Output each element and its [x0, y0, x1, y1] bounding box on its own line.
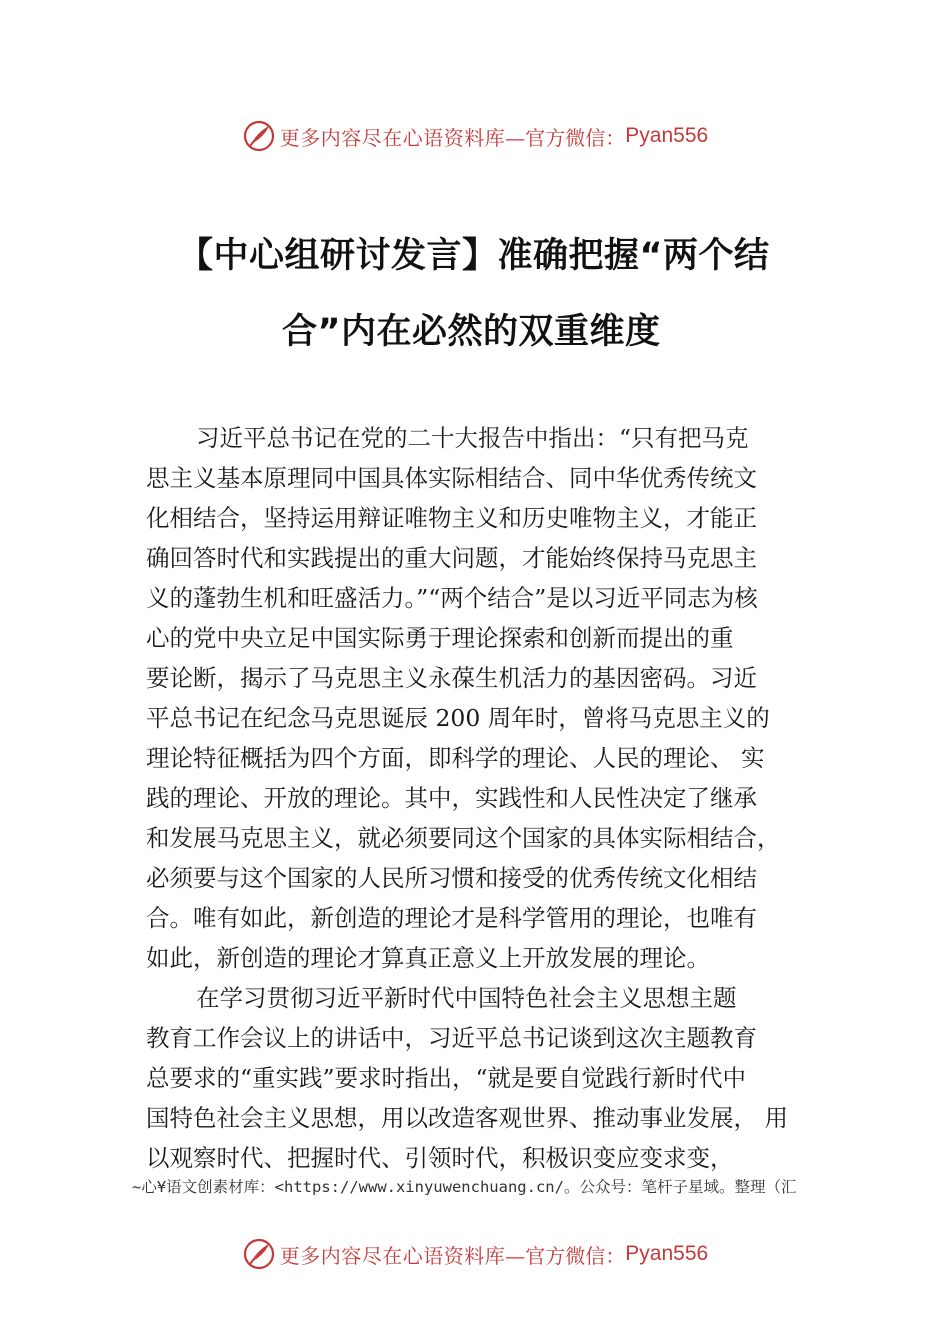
page-title-line-1: 【中心组研讨发言】准确把握“两个结 [178, 236, 770, 276]
body-line: 思主义基本原理同中国具体实际相结合、同中华优秀传统文 [146, 464, 757, 492]
body-line: 义的蓬勃生机和旺盛活力。”“两个结合”是以习近平同志为核 [146, 584, 758, 612]
watermark-separator: —官方微信： [505, 1243, 626, 1268]
article-body [146, 418, 816, 1178]
watermark-separator: —官方微信： [505, 125, 626, 150]
body-line: 习近平总书记在党的二十大报告中指出：“只有把马克 [196, 424, 749, 452]
body-line: 要论断，揭示了马克思主义永葆生机活力的基因密码。习近 [146, 664, 757, 692]
body-line: 和发展马克思主义，就必须要同这个国家的具体实际相结合， [146, 824, 781, 852]
body-line: 以观察时代、把握时代、引领时代，积极识变应变求变， [146, 1144, 734, 1172]
page-title-line-2: 合”内在必然的双重维度 [282, 312, 661, 352]
body-line: 确回答时代和实践提出的重大问题，才能始终保持马克思主 [146, 544, 757, 572]
header-watermark [0, 116, 950, 156]
body-line: 平总书记在纪念马克思诞辰 200 周年时，曾将马克思主义的 [146, 704, 770, 732]
body-line: 教育工作会议上的讲话中，习近平总书记谈到这次主题教育 [146, 1024, 757, 1052]
body-line: 心的党中央立足中国实际勇于理论探索和创新而提出的重 [146, 624, 734, 652]
watermark-text: 更多内容尽在心语资料库 [279, 125, 506, 150]
body-line: 总要求的“重实践”要求时指出，“就是要自觉践行新时代中 [146, 1064, 747, 1092]
footer-watermark [0, 1234, 950, 1274]
body-line: 合。唯有如此，新创造的理论才是科学管用的理论，也唯有 [146, 904, 757, 932]
body-line: 践的理论、开放的理论。其中，实践性和人民性决定了继承 [146, 784, 757, 812]
watermark-wechat-id: Pyan556 [625, 1242, 709, 1265]
quill-logo-icon [242, 1237, 276, 1271]
body-line: 国特色社会主义思想，用以改造客观世界、推动事业发展， 用 [146, 1104, 788, 1132]
body-line: 必须要与这个国家的人民所习惯和接受的优秀传统文化相结 [146, 864, 757, 892]
body-line: 如此，新创造的理论才算真正意义上开放发展的理论。 [146, 944, 710, 972]
source-footnote: ~心¥语文创素材库：<https://www.xinyuwenchuang.cn/。公众号：笔杆子星域。整理（汇 [132, 1178, 797, 1196]
body-line: 在学习贯彻习近平新时代中国特色社会主义思想主题 [196, 984, 737, 1012]
body-line: 理论特征概括为四个方面，即科学的理论、人民的理论、 实 [146, 744, 765, 772]
watermark-text: 更多内容尽在心语资料库 [279, 1243, 506, 1268]
quill-logo-icon [242, 119, 276, 153]
body-line: 化相结合，坚持运用辩证唯物主义和历史唯物主义，才能正 [146, 504, 757, 532]
watermark-wechat-id: Pyan556 [625, 124, 709, 147]
